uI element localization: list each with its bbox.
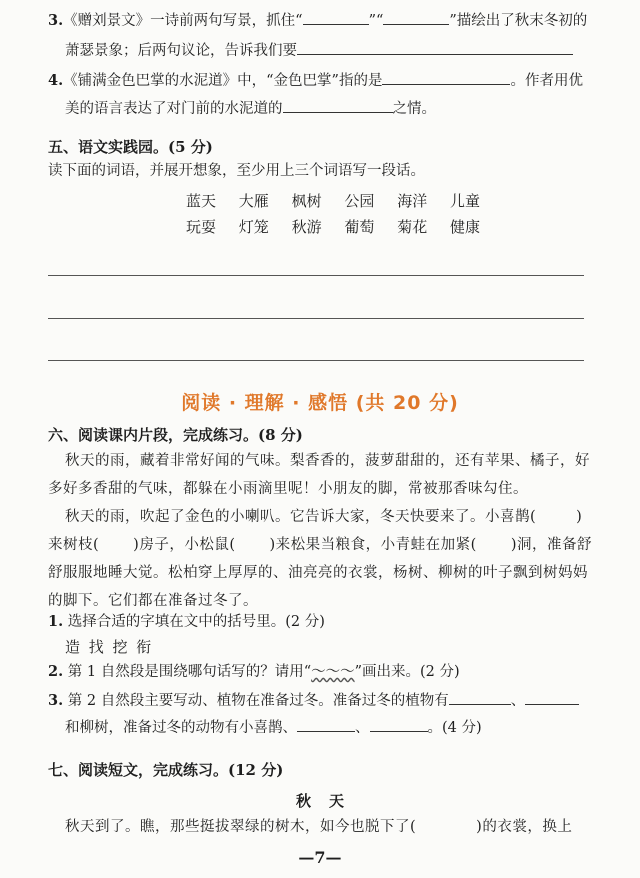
word: 健康 (449, 218, 480, 236)
question-3-line2 (65, 39, 573, 61)
question-text: 。(4 分) (427, 720, 482, 736)
word: 公园 (344, 192, 375, 210)
word: 蓝天 (186, 192, 217, 210)
word: 大雁 (238, 192, 269, 210)
passage-text: 来树枝( (48, 537, 100, 553)
question-number: 2. (48, 663, 64, 680)
question-text: 选择合适的字填在文中的括号里。(2 分) (67, 614, 325, 630)
question-text: ”描绘出了秋末冬初的 (449, 13, 588, 29)
question-text: 。作者用优 (510, 73, 583, 89)
question-text: 第 1 自然段是围绕哪句话写的？请用“ (67, 664, 312, 680)
question-text: 萧瑟景象；后两句议论，告诉我们要 (65, 43, 297, 59)
answer-blank[interactable] (370, 716, 428, 732)
answer-blank[interactable] (283, 97, 393, 113)
wavy-line-mark: ～～～ (311, 664, 355, 680)
writing-line-1[interactable] (48, 275, 584, 276)
word: 灯笼 (238, 218, 269, 236)
reading-section-banner: 阅读 · 理解 · 感悟 (共 20 分) (181, 392, 459, 414)
word: 枫树 (291, 192, 322, 210)
word: 菊花 (397, 218, 428, 236)
section-5-heading: 五、语文实践园。(5 分) (48, 138, 213, 156)
section-7-heading: 七、阅读短文，完成练习。(12 分) (48, 761, 284, 779)
word-bank-row-1 (186, 190, 498, 211)
question-number: 3. (48, 12, 64, 29)
question-4-line2 (65, 97, 436, 119)
word-bank-row-2 (186, 216, 498, 237)
question-text: 美的语言表达了对门前的水泥道的 (65, 101, 283, 117)
question-text: 、 (355, 720, 370, 736)
section-6-question-3-line2 (65, 716, 482, 738)
answer-blank[interactable] (383, 9, 449, 25)
character-choices: 造 找 挖 衔 (65, 638, 154, 656)
passage-line: 舒服服地睡大觉。松柏穿上厚厚的、油亮亮的衣裳，杨树、柳树的叶子飘到树妈妈 (48, 565, 588, 581)
word: 儿童 (449, 192, 480, 210)
passage-text: )洞，准备舒 (510, 537, 592, 553)
passage-line (65, 817, 572, 837)
word: 葡萄 (344, 218, 375, 236)
passage-line: 多好多香甜的气味，都躲在小雨滴里呢！小朋友的脚，常被那香味勾住。 (48, 481, 528, 497)
passage-line: 的脚下。它们都在准备过冬了。 (48, 593, 258, 609)
passage-text: ) (576, 509, 583, 525)
question-text: 、 (510, 693, 526, 709)
section-6-question-3 (48, 689, 579, 711)
answer-blank[interactable] (449, 689, 511, 705)
word: 玩耍 (186, 218, 217, 236)
question-number: 1. (48, 613, 64, 630)
word: 秋游 (291, 218, 322, 236)
section-5-instruction: 读下面的词语，并展开想象，至少用上三个词语写一段话。 (48, 163, 425, 179)
section-6-heading: 六、阅读课内片段，完成练习。(8 分) (48, 426, 303, 444)
question-4-line1 (48, 69, 583, 91)
question-text: 和柳树，准备过冬的动物有小喜鹊、 (65, 720, 297, 736)
passage-text: 秋天的雨，吹起了金色的小喇叭。它告诉大家，冬天快要来了。小喜鹊( (65, 509, 537, 525)
question-3-line1 (48, 9, 587, 31)
answer-blank[interactable] (382, 69, 510, 85)
section-6-question-2 (48, 662, 460, 682)
question-text: 《铺满金色巴掌的水泥道》中，“金色巴掌”指的是 (63, 73, 383, 89)
section-6-question-1 (48, 612, 325, 632)
question-number: 4. (48, 72, 64, 89)
passage-title (0, 790, 640, 811)
passage-line (65, 507, 582, 527)
passage-text: )房子，小松鼠( (133, 537, 236, 553)
question-text: ”“ (368, 13, 384, 29)
question-text: ”画出来。(2 分) (354, 664, 460, 680)
answer-blank[interactable] (297, 716, 355, 732)
question-text: 之情。 (392, 101, 436, 117)
passage-text: )的衣裳，换上 (476, 819, 573, 835)
answer-blank[interactable] (303, 9, 369, 25)
question-number: 3. (48, 692, 64, 709)
answer-blank[interactable] (525, 689, 579, 705)
writing-line-2[interactable] (48, 318, 584, 319)
writing-line-3[interactable] (48, 360, 584, 361)
answer-blank[interactable] (297, 39, 573, 55)
passage-line (48, 535, 592, 555)
passage-text: )来松果当粮食，小青蛙在加紧( (269, 537, 477, 553)
title-char: 秋 (295, 792, 311, 810)
question-text: 《赠刘景文》一诗前两句写景，抓住“ (63, 13, 303, 29)
question-text: 第 2 自然段主要写动、植物在准备过冬。准备过冬的植物有 (67, 693, 449, 709)
passage-text: 秋天到了。瞧，那些挺拔翠绿的树木，如今也脱下了( (65, 819, 417, 835)
word: 海洋 (397, 192, 428, 210)
page-number: —7— (298, 848, 342, 867)
passage-line: 秋天的雨，藏着非常好闻的气味。梨香香的，菠萝甜甜的，还有苹果、橘子，好 (65, 453, 590, 469)
title-char: 天 (329, 792, 345, 810)
